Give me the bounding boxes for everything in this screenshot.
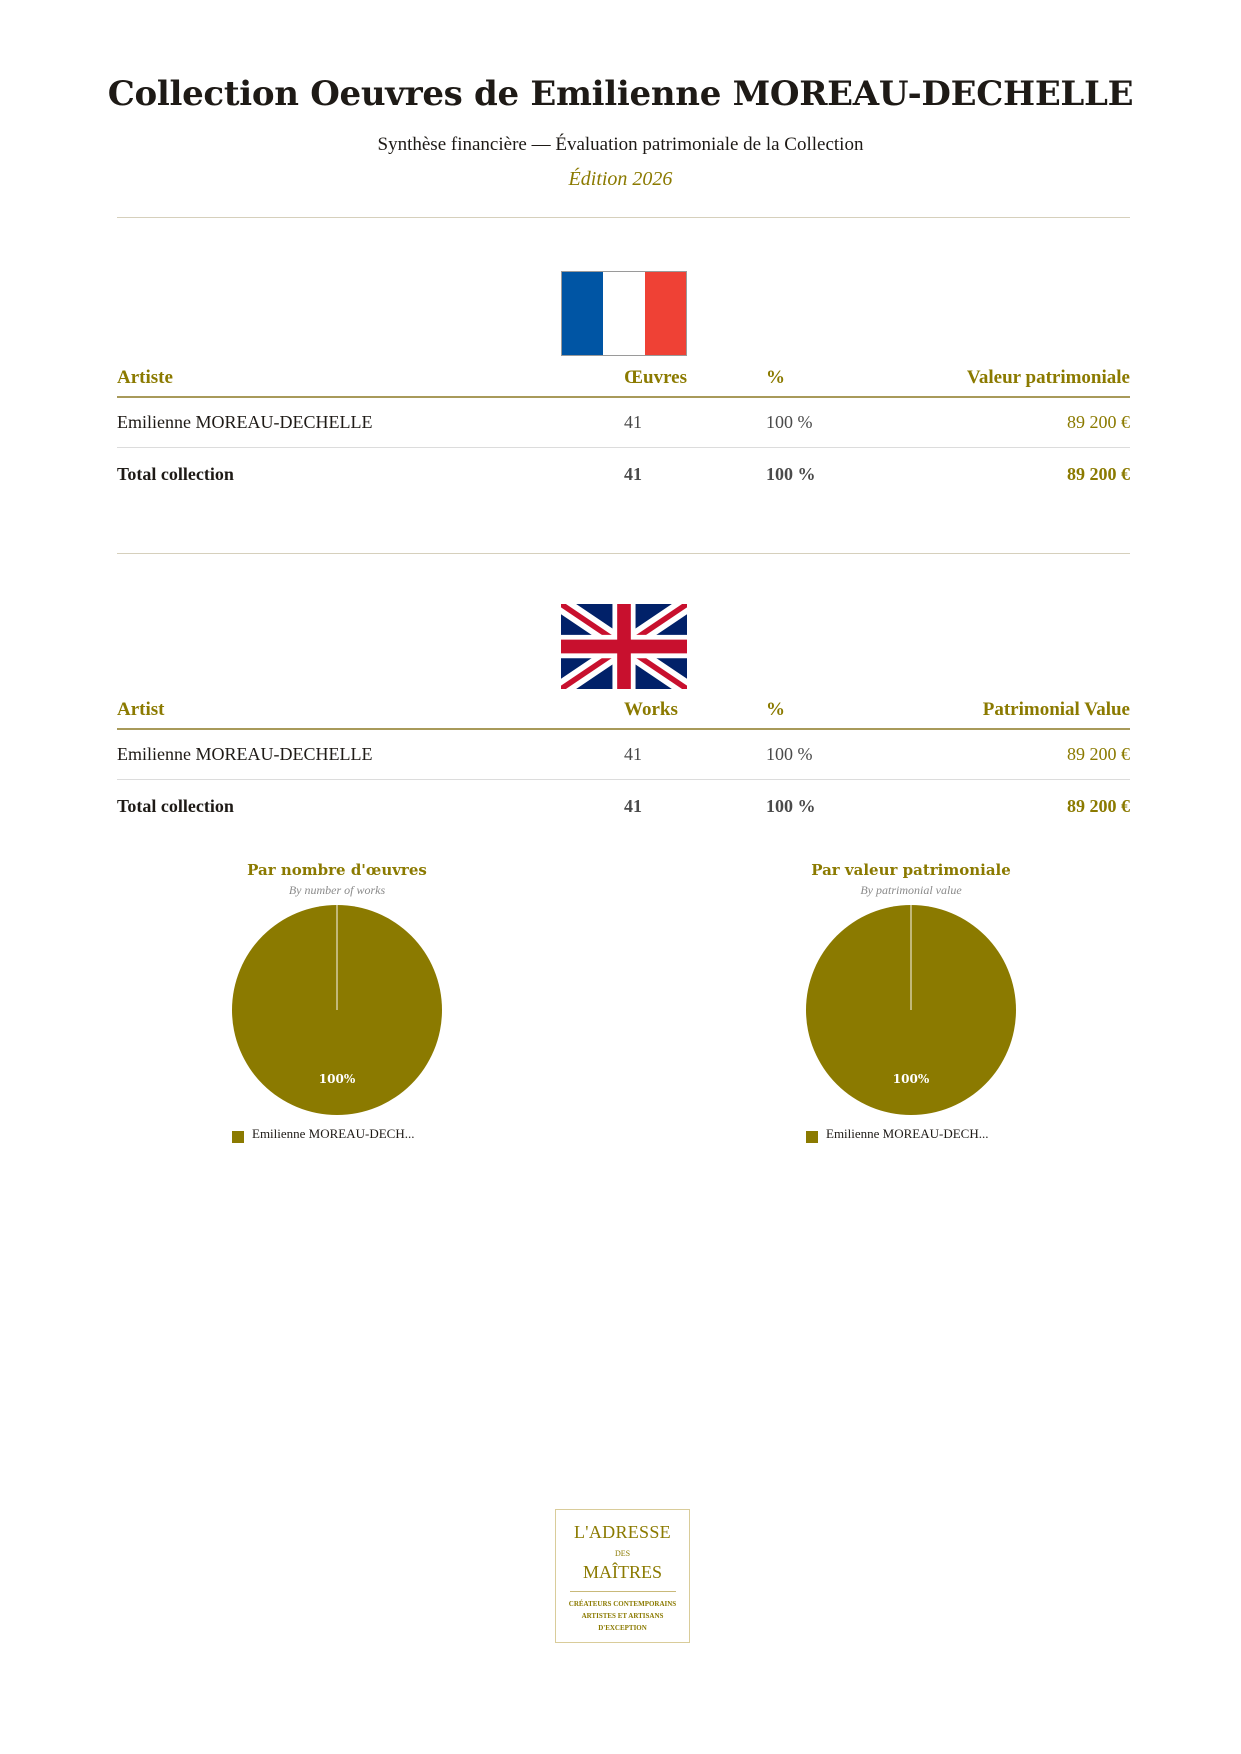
chart-title: Par nombre d'œuvres [247, 861, 427, 879]
chart-subtitle: By patrimonial value [860, 883, 962, 897]
logo-line3: MAÎTRES [582, 1562, 662, 1582]
col-artist: Artist [117, 698, 624, 729]
works-count: 41 [624, 397, 766, 448]
brand-logo [555, 1509, 690, 1643]
chart-title: Par valeur patrimoniale [811, 861, 1011, 879]
pie-chart-by-works [187, 861, 487, 898]
works-count: 41 [624, 729, 766, 780]
edition-label: Édition 2026 [568, 168, 673, 190]
pie-chart-by-value [761, 861, 1061, 898]
col-works: Works [624, 698, 766, 729]
total-row [117, 780, 1130, 833]
header-divider [117, 217, 1130, 218]
total-label: Total collection [117, 795, 234, 816]
legend-swatch-icon [806, 1131, 818, 1143]
table-header-row [117, 698, 1130, 729]
total-percent: 100 % [766, 463, 816, 484]
total-works: 41 [624, 795, 642, 816]
logo-line2: DES [614, 1549, 631, 1558]
patrimonial-value: 89 200 € [926, 729, 1130, 780]
total-percent: 100 % [766, 795, 816, 816]
logo-tagline3: D'EXCEPTION [598, 1624, 647, 1632]
logo-divider [570, 1591, 676, 1592]
france-flag-icon [561, 271, 687, 356]
percent-value: 100 % [766, 729, 926, 780]
artist-name: Emilienne MOREAU-DECHELLE [117, 729, 624, 780]
table-row [117, 729, 1130, 780]
page-subtitle: Synthèse financière — Évaluation patrimoniale de la Collection [377, 134, 864, 155]
summary-table-fr [117, 366, 1130, 500]
patrimonial-value: 89 200 € [926, 397, 1130, 448]
table-row [117, 397, 1130, 448]
artist-name: Emilienne MOREAU-DECHELLE [117, 397, 624, 448]
legend-swatch-icon [232, 1131, 244, 1143]
uk-flag-icon [561, 604, 687, 689]
table-header-row [117, 366, 1130, 397]
percent-value: 100 % [766, 397, 926, 448]
col-works: Œuvres [624, 366, 766, 397]
section-divider [117, 553, 1130, 554]
chart-legend [232, 1125, 414, 1143]
logo-line1: L'ADRESSE [574, 1522, 671, 1542]
summary-table-en [117, 698, 1130, 832]
col-percent: % [766, 366, 926, 397]
total-row [117, 448, 1130, 501]
col-value: Valeur patrimoniale [926, 366, 1130, 397]
logo-tagline2: ARTISTES ET ARTISANS [581, 1612, 664, 1620]
slice-label: 100% [892, 1072, 930, 1086]
total-label: Total collection [117, 463, 234, 484]
legend-label: Emilienne MOREAU-DECH... [252, 1126, 415, 1141]
logo-tagline1: CRÉATEURS CONTEMPORAINS [568, 1600, 677, 1608]
page-title: Collection Oeuvres de Emilienne MOREAU-DECHELLE [107, 74, 1134, 114]
total-value: 89 200 € [1067, 463, 1130, 484]
col-percent: % [766, 698, 926, 729]
chart-subtitle: By number of works [288, 883, 386, 897]
col-artist: Artiste [117, 366, 624, 397]
slice-label: 100% [318, 1072, 356, 1086]
col-value: Patrimonial Value [926, 698, 1130, 729]
chart-legend [806, 1125, 988, 1143]
total-works: 41 [624, 463, 642, 484]
legend-label: Emilienne MOREAU-DECH... [826, 1126, 989, 1141]
total-value: 89 200 € [1067, 795, 1130, 816]
